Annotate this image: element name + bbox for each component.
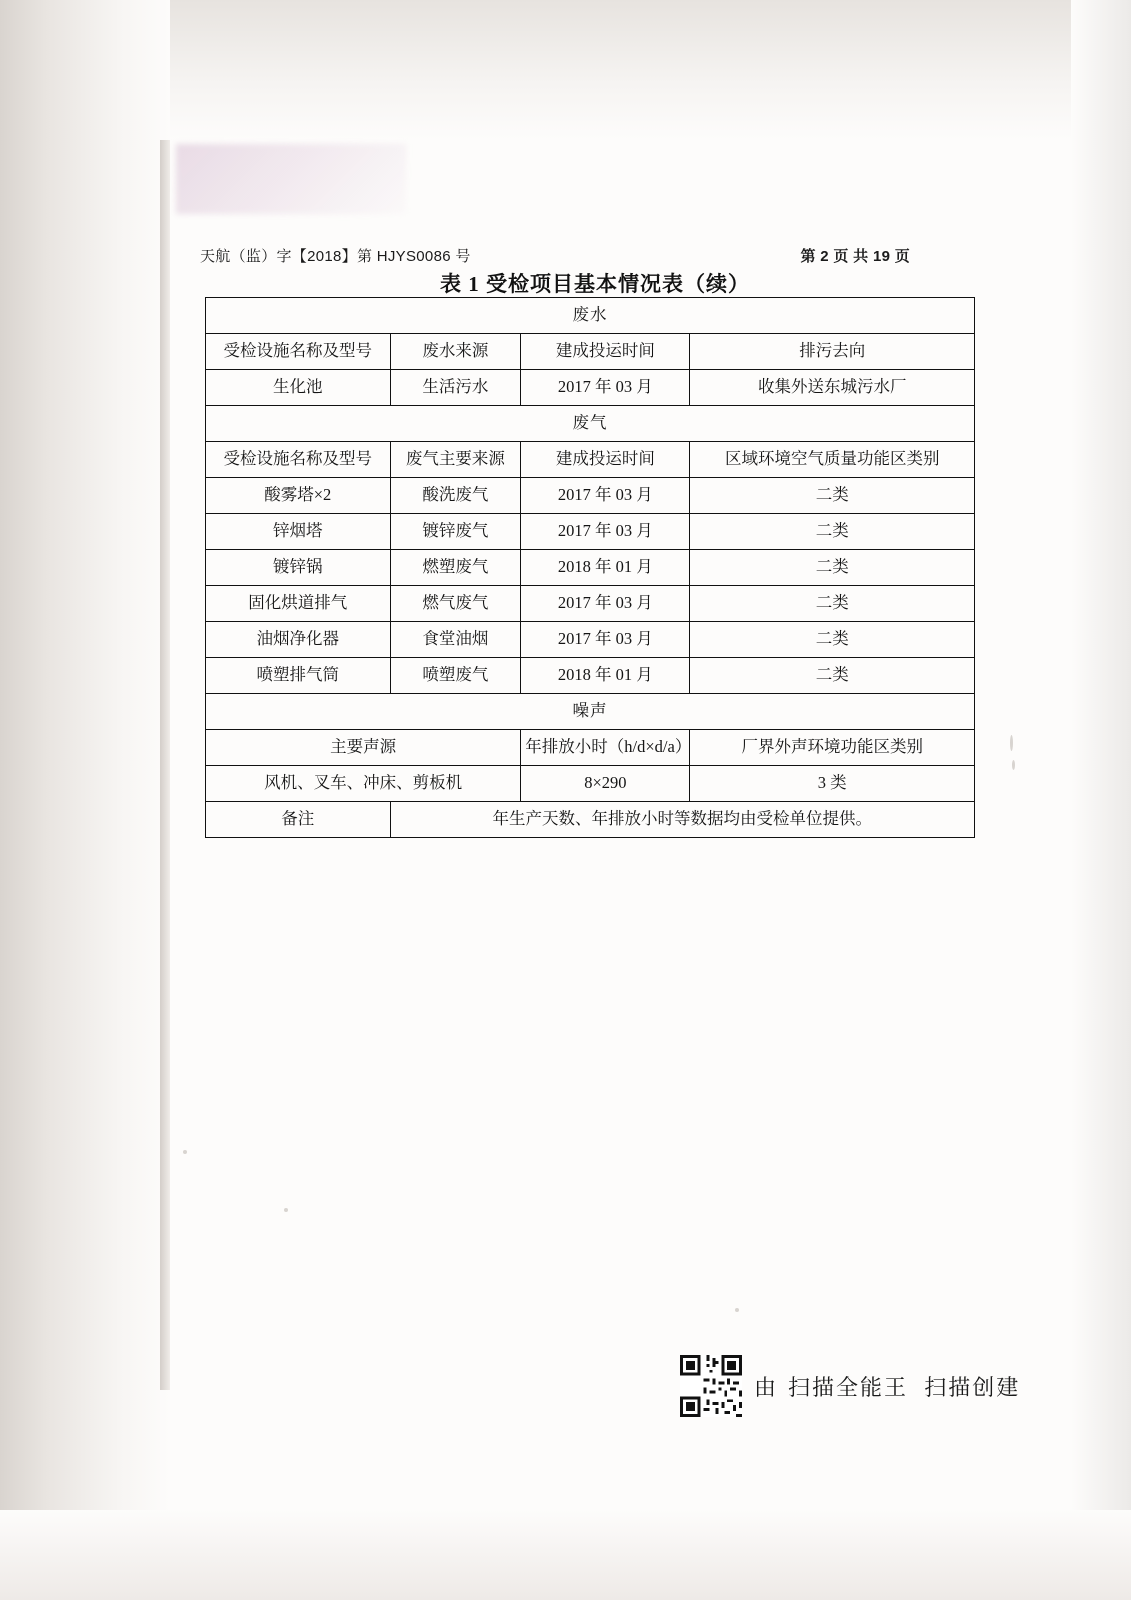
watermark-by-label: 由 xyxy=(754,1374,779,1400)
column-header: 排污去向 xyxy=(690,334,975,370)
column-header: 废水来源 xyxy=(390,334,521,370)
table-cell: 镀锌锅 xyxy=(206,550,391,586)
table-header-row xyxy=(206,730,975,766)
watermark-app-name: 扫描全能王 xyxy=(788,1374,909,1400)
page-number: 第 2 页 共 19 页 xyxy=(800,248,910,265)
table-cell: 酸洗废气 xyxy=(390,478,521,514)
table-cell: 二类 xyxy=(690,514,975,550)
table-cell: 酸雾塔×2 xyxy=(206,478,391,514)
table-cell: 食堂油烟 xyxy=(390,622,521,658)
table-cell: 收集外送东城污水厂 xyxy=(690,370,975,406)
watermark-action: 扫描创建 xyxy=(924,1374,1021,1400)
column-header: 受检设施名称及型号 xyxy=(206,442,391,478)
table-row xyxy=(206,370,975,406)
column-header: 年排放小时（h/d×d/a） xyxy=(521,730,690,766)
page-title: 表 1 受检项目基本情况表（续） xyxy=(440,272,750,296)
column-header: 废气主要来源 xyxy=(390,442,521,478)
watermark-text xyxy=(754,1371,1020,1402)
table-cell: 2018 年 01 月 xyxy=(521,550,690,586)
column-header: 建成投运时间 xyxy=(521,334,690,370)
table-cell: 燃塑废气 xyxy=(390,550,521,586)
table-section-row xyxy=(206,694,975,730)
column-header: 受检设施名称及型号 xyxy=(206,334,391,370)
column-header: 主要声源 xyxy=(206,730,521,766)
column-header: 厂界外声环境功能区类别 xyxy=(690,730,975,766)
remark-label: 备注 xyxy=(206,802,391,838)
table-cell: 2017 年 03 月 xyxy=(521,622,690,658)
table-cell: 风机、叉车、冲床、剪板机 xyxy=(206,766,521,802)
table-cell: 二类 xyxy=(690,658,975,694)
table-cell: 生化池 xyxy=(206,370,391,406)
scan-app-watermark xyxy=(680,1355,1020,1417)
table-row xyxy=(206,550,975,586)
table-remark-row xyxy=(206,802,975,838)
qr-code-icon xyxy=(680,1355,742,1417)
table-cell: 2017 年 03 月 xyxy=(521,586,690,622)
table-cell: 镀锌废气 xyxy=(390,514,521,550)
table-cell: 锌烟塔 xyxy=(206,514,391,550)
table-cell: 固化烘道排气 xyxy=(206,586,391,622)
remark-value: 年生产天数、年排放小时等数据均由受检单位提供。 xyxy=(390,802,974,838)
table-cell: 2017 年 03 月 xyxy=(521,370,690,406)
table-cell: 油烟净化器 xyxy=(206,622,391,658)
table-cell: 喷塑废气 xyxy=(390,658,521,694)
table-section-row xyxy=(206,298,975,334)
table-row xyxy=(206,514,975,550)
column-header: 区域环境空气质量功能区类别 xyxy=(690,442,975,478)
page-header xyxy=(200,245,910,266)
table-cell: 2017 年 03 月 xyxy=(521,478,690,514)
table-row xyxy=(206,586,975,622)
table-cell: 喷塑排气筒 xyxy=(206,658,391,694)
document-code: 天航（监）字【2018】第 HJYS0086 号 xyxy=(200,248,471,265)
section-title-waste-gas: 废气 xyxy=(206,406,975,442)
section-title-wastewater: 废水 xyxy=(206,298,975,334)
inspection-summary-table xyxy=(205,297,975,838)
table-cell: 燃气废气 xyxy=(390,586,521,622)
table-cell: 8×290 xyxy=(521,766,690,802)
table-cell: 二类 xyxy=(690,622,975,658)
table-row xyxy=(206,658,975,694)
table-row xyxy=(206,622,975,658)
table-cell: 生活污水 xyxy=(390,370,521,406)
table-cell: 2018 年 01 月 xyxy=(521,658,690,694)
table-header-row xyxy=(206,442,975,478)
table-cell: 2017 年 03 月 xyxy=(521,514,690,550)
table-cell: 二类 xyxy=(690,550,975,586)
table-cell: 二类 xyxy=(690,586,975,622)
section-title-noise: 噪声 xyxy=(206,694,975,730)
table-row xyxy=(206,766,975,802)
table-row xyxy=(206,478,975,514)
table-cell: 二类 xyxy=(690,478,975,514)
table-header-row xyxy=(206,334,975,370)
table-section-row xyxy=(206,406,975,442)
table-cell: 3 类 xyxy=(690,766,975,802)
column-header: 建成投运时间 xyxy=(521,442,690,478)
